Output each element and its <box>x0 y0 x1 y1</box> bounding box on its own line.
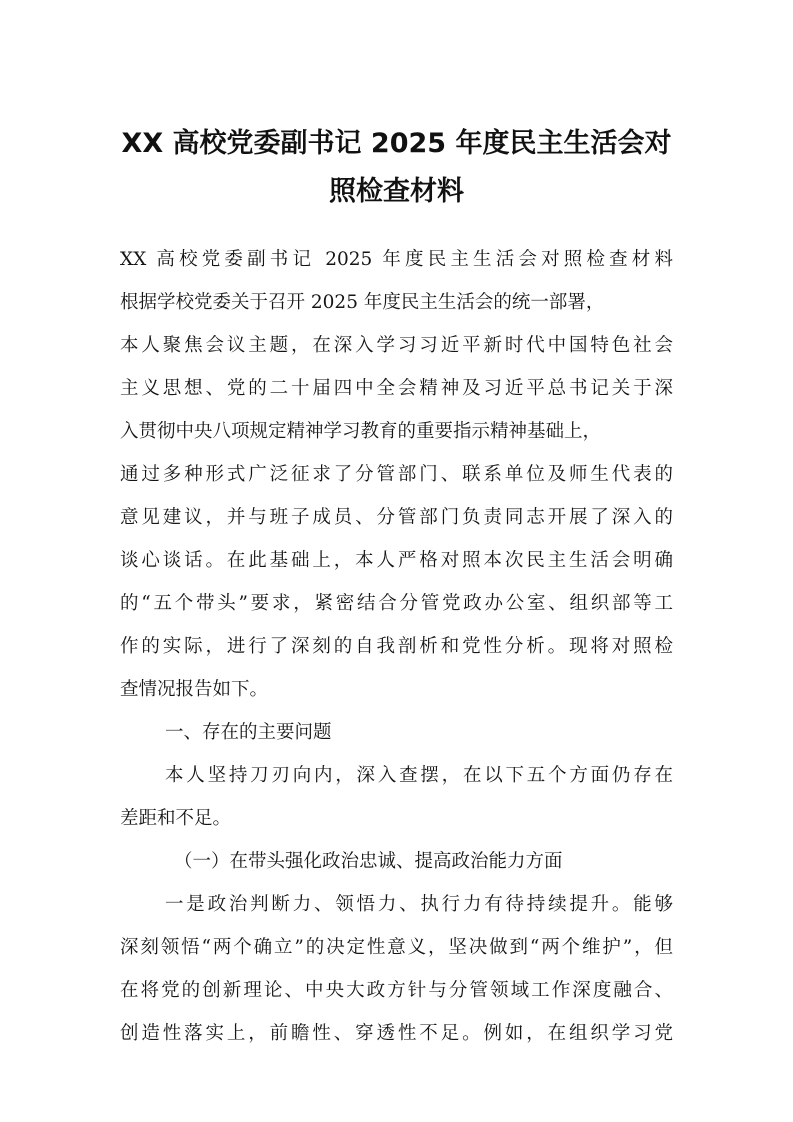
section-heading: 一、存在的主要问题 <box>165 722 332 743</box>
body-line: 意见建议，并与班子成员、分管部门负责同志开展了深入的 <box>120 507 673 528</box>
body-line: 主义思想、党的二十届四中全会精神及习近平总书记关于深 <box>120 378 673 399</box>
body-line: 深刻领悟“两个确立”的决定性意义，坚决做到“两个维护”，但 <box>120 937 673 958</box>
body-line: 通过多种形式广泛征求了分管部门、联系单位及师生代表的 <box>120 464 673 485</box>
body-line: 入贯彻中央八项规定精神学习教育的重要指示精神基础上， <box>120 421 602 442</box>
body-line: 差距和不足。 <box>120 808 232 829</box>
document-title-line-2: 照检查材料 <box>329 176 464 207</box>
body-line: 根据学校党委关于召开 2025 年度民主生活会的统一部署， <box>120 292 605 313</box>
body-line: XX 高校党委副书记 2025 年度民主生活会对照检查材料 <box>120 249 673 270</box>
body-line: 查情况报告如下。 <box>120 679 269 700</box>
body-line: 创造性落实上，前瞻性、穿透性不足。例如，在组织学习党 <box>120 1023 673 1044</box>
body-line: 作的实际，进行了深刻的自我剖析和党性分析。现将对照检 <box>120 636 673 657</box>
body-line: 本人聚焦会议主题，在深入学习习近平新时代中国特色社会 <box>120 335 673 356</box>
body-line: 的“五个带头”要求，紧密结合分管党政办公室、组织部等工 <box>120 593 673 614</box>
body-line: 在将党的创新理论、中央大政方针与分管领域工作深度融合、 <box>120 980 673 1001</box>
body-line: 一是政治判断力、领悟力、执行力有待持续提升。能够 <box>165 894 673 915</box>
body-line: 谈心谈话。在此基础上，本人严格对照本次民主生活会明确 <box>120 550 673 571</box>
body-line: 本人坚持刀刃向内，深入查摆，在以下五个方面仍存在 <box>165 765 673 786</box>
document-title-line-1: XX 高校党委副书记 2025 年度民主生活会对 <box>121 128 672 159</box>
subsection-heading: （一）在带头强化政治忠诚、提高政治能力方面 <box>174 851 563 872</box>
